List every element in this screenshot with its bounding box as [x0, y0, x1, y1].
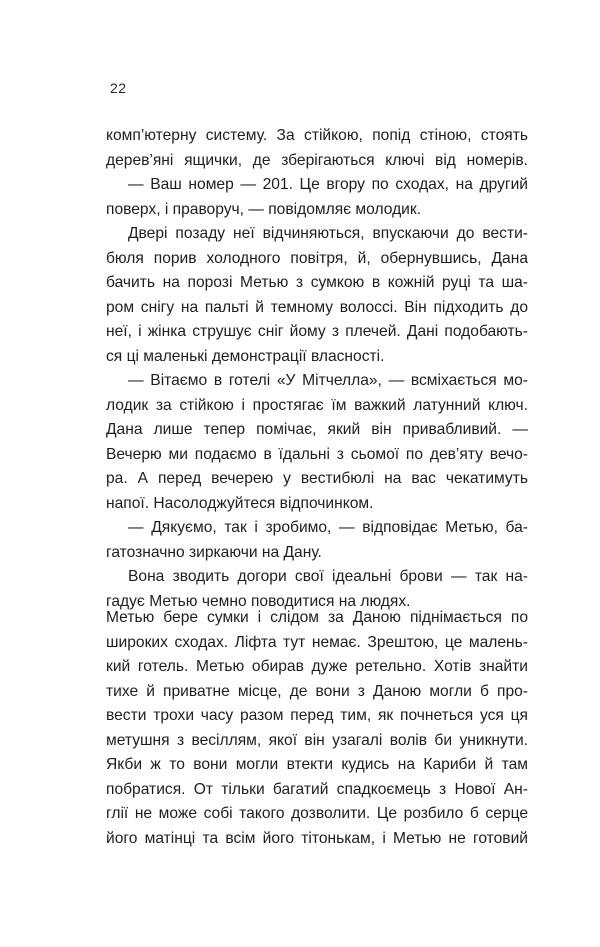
text-line: комп’ютерну систему. За стійкою, попід стіною, стоять: [106, 127, 528, 144]
text-line: метушня з весіллям, якої він узагалі волів би уникнути.: [106, 731, 528, 749]
text-line: — Ваш номер — 201. Це вгору по сходах, на другий: [128, 176, 528, 193]
text-line: Дана лише тепер помічає, який він привабливий. —: [106, 421, 528, 438]
text-line: Якби ж то вони могли втекти кудись на Кариби й там: [106, 756, 528, 773]
text-line: ром снігу на пальті й темному волоссі. Він підходить до: [106, 298, 528, 316]
text-line: Вечерю ми подаємо в їдальні з сьомої по дев’яту вечо-: [106, 445, 528, 463]
text-line: Метью бере сумки і слідом за Даною піднімається по: [106, 609, 528, 626]
text-line: його матінці та всім його тітонькам, і Метью не готовий: [106, 829, 528, 847]
text-line: Двері позаду неї відчиняються, впускаючи до вести-: [128, 225, 528, 242]
text-line: вести трохи часу разом перед тим, як почнеться уся ця: [106, 707, 528, 724]
text-line: ся ці маленькі демонстрації власності.: [106, 347, 385, 365]
text-line: побратися. От тільки багатий спадкоємець з Нової Ан-: [106, 780, 528, 798]
text-line: напої. Насолоджуйтеся відпочинком.: [106, 494, 374, 512]
text-line: гадує Метью чемно поводитися на людях.: [106, 592, 411, 610]
text-line: — Вітаємо в готелі «У Мітчелла», — всміхається мо-: [128, 372, 528, 389]
text-line: лодик за стійкою і простягає їм важкий латунний ключ.: [106, 396, 528, 414]
text-line: бачить на порозі Метью з сумкою в кожній руці та ша-: [106, 274, 528, 291]
text-line: широких сходах. Ліфта тут немає. Зрештою, це малень-: [106, 633, 528, 651]
text-line: дерев’яні ящички, де зберігаються ключі від номерів.: [106, 151, 528, 169]
text-line: глії не може собі такого дозволити. Це розбило б серце: [106, 805, 528, 822]
text-line: — Дякуємо, так і зробимо, — відповідає Метью, ба-: [128, 519, 528, 536]
text-line: Вона зводить догори свої ідеальні брови — так на-: [128, 568, 528, 585]
text-line: бюля порив холодного повітря, й, обернувшись, Дана: [106, 249, 528, 267]
page-number: 22: [110, 80, 127, 96]
text-line: поверх, і праворуч, — повідомляє молодик.: [106, 200, 422, 218]
text-line: кий готель. Метью обирав дуже ретельно. Хотів знайти: [106, 658, 528, 675]
text-line: тихе й приватне місце, де вони з Даною могли б про-: [106, 682, 528, 700]
text-line: ра. А перед вечерею у вестибюлі на вас чекатимуть: [106, 470, 528, 487]
text-line: гатозначно зиркаючи на Дану.: [106, 543, 322, 561]
text-block-2: [106, 606, 528, 851]
text-line: неї, і жінка струшує сніг йому з плечей. Дані подобають-: [106, 323, 528, 340]
text-block-1: [106, 124, 528, 614]
